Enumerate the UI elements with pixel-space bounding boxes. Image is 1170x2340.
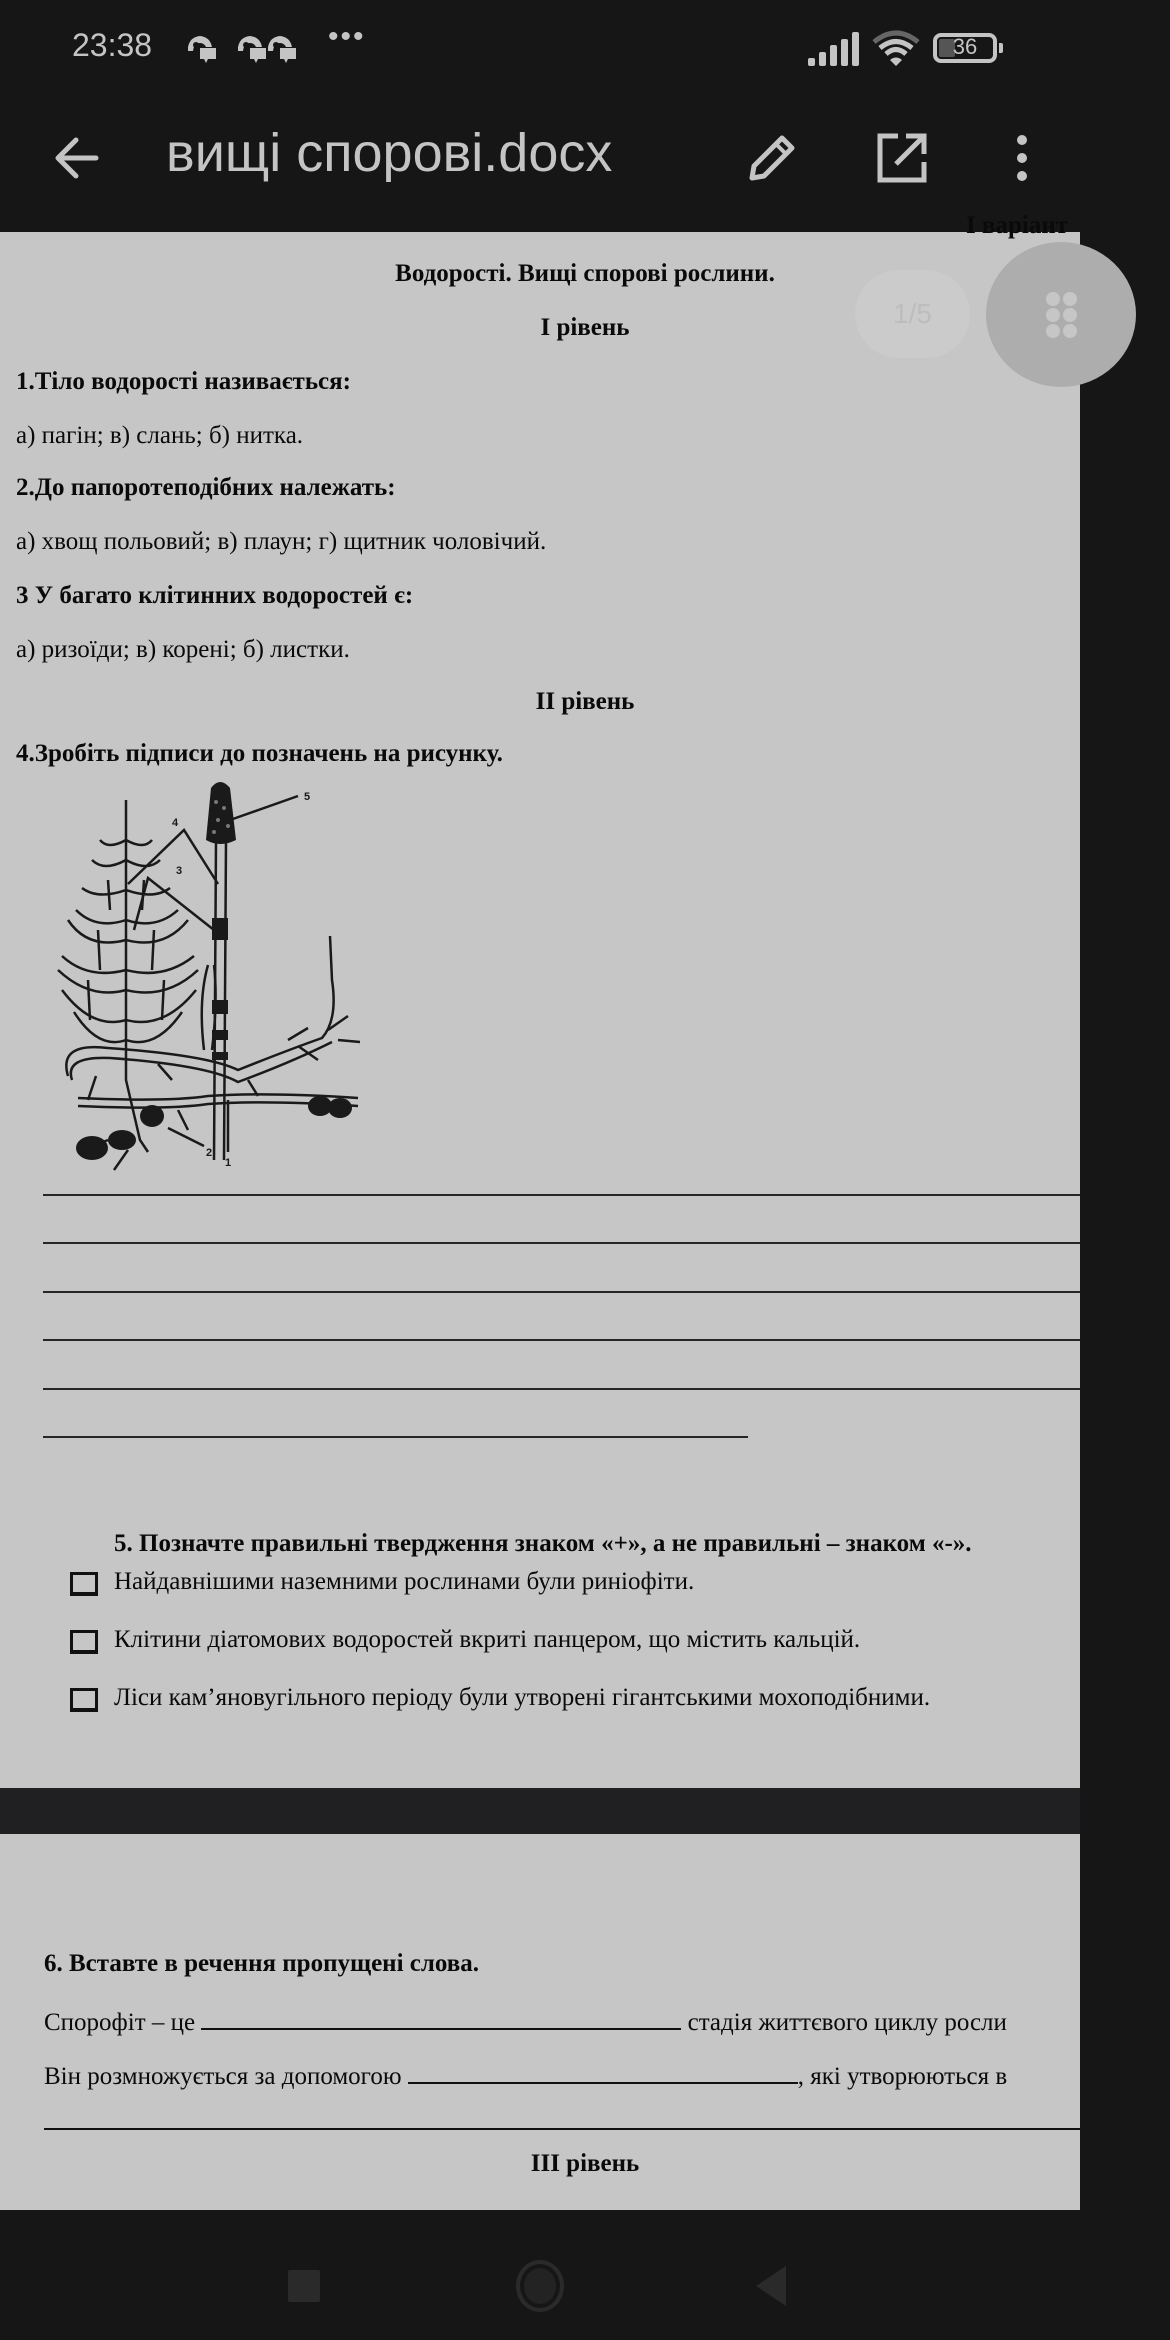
figure-label-4: 4 [172,817,179,829]
discord-icon [186,33,218,63]
answer-line [43,1242,1080,1244]
question-3-answers: а) ризоїди; в) корені; б) листки. [16,636,350,663]
wifi-icon [872,30,920,66]
question-2: 2.До папоротеподібних належать: [16,474,396,501]
level-2-heading: ІІ рівень [535,688,635,715]
question-1-answers: а) пагін; в) слань; б) нитка. [16,422,304,449]
answer-line [43,1194,1080,1196]
battery-indicator [933,33,997,63]
question-1: 1.Тіло водорості називається: [16,368,351,395]
grid-dot [1046,292,1060,306]
navigation-bar [0,2210,1080,2340]
home-icon[interactable] [516,2260,564,2312]
statement-1: Найдавнішими наземними рослинами були риніофіти. [114,1568,695,1595]
discord-icon [266,33,298,63]
clock: 23:38 [72,27,153,63]
arrow-left-icon[interactable] [48,128,108,188]
question-6-line-1 [44,2008,1007,2037]
question-2-answers: а) хвощ польовий; в) плаун; г) щитник чоловічий. [16,528,547,555]
line-2-before: Він розмножується за допомогою [44,2063,402,2090]
question-6: 6. Вставте в речення пропущені слова. [44,1950,480,1977]
statement-checkbox[interactable] [70,1572,98,1596]
statement-2: Клітини діатомових водоростей вкриті панцером, що містить кальцій. [114,1626,861,1653]
statement-3: Ліси кам’яновугільного періоду були утворені гігантськими мохоподібними. [114,1684,931,1711]
document-heading: Водорості. Вищі спорові рослини. [395,260,775,287]
figure-label-5: 5 [304,791,311,803]
grid-dot [1063,308,1077,322]
page-indicator: 1/5 [855,270,970,358]
level-1-heading: І рівень [540,314,630,341]
page-grid-button[interactable] [986,242,1136,387]
question-5: 5. Позначте правильні твердження знаком «+», а не правильні – знаком «-». [114,1530,972,1557]
statement-checkbox[interactable] [70,1688,98,1712]
fill-in-blank[interactable] [408,2062,798,2084]
figure-label-3: 3 [176,865,183,877]
horsetail-figure [48,780,368,1200]
statement-checkbox[interactable] [70,1630,98,1654]
document-title: вищі спорові.docx [166,123,613,183]
document-page-2[interactable] [0,1834,1080,2210]
figure-label-1: 1 [225,1157,232,1169]
grid-dot [1046,308,1060,322]
grid-dot [1063,292,1077,306]
pencil-icon[interactable] [740,128,800,188]
battery-nub [999,43,1003,53]
status-bar [0,0,1080,100]
fill-in-line[interactable] [44,2128,1080,2130]
battery-level: 36 [952,34,978,59]
fill-in-blank[interactable] [201,2008,681,2030]
more-vertical-icon[interactable] [1002,128,1042,188]
line-2-after: , які утворюються в [797,2063,1008,2090]
variant-label: І варіант [966,212,1069,239]
question-4: 4.Зробіть підписи до позначень на рисунку. [16,740,503,767]
grid-dot [1063,324,1077,338]
page-separator [0,1788,1080,1834]
figure-label-2: 2 [206,1147,213,1159]
open-external-icon[interactable] [872,128,932,188]
signal-icon [808,32,860,66]
answer-line [43,1339,1080,1341]
line-1-before: Спорофіт – це [44,2009,196,2036]
more-notifications-icon: ••• [328,20,366,53]
answer-line [43,1388,1080,1390]
line-1-after: стадія життєвого циклу росли [687,2009,1007,2036]
back-triangle-icon[interactable] [756,2266,786,2306]
app-bar [0,100,1080,232]
level-3-heading: ІІІ рівень [530,2150,640,2177]
answer-line [43,1291,1080,1293]
grid-dot [1046,324,1060,338]
recent-apps-icon[interactable] [288,2270,320,2302]
question-3: 3 У багато клітинних водоростей є: [16,582,414,609]
discord-icon [236,33,268,63]
document-page-1[interactable] [0,212,1080,1788]
question-6-line-2 [44,2062,1007,2091]
answer-line [43,1436,748,1438]
